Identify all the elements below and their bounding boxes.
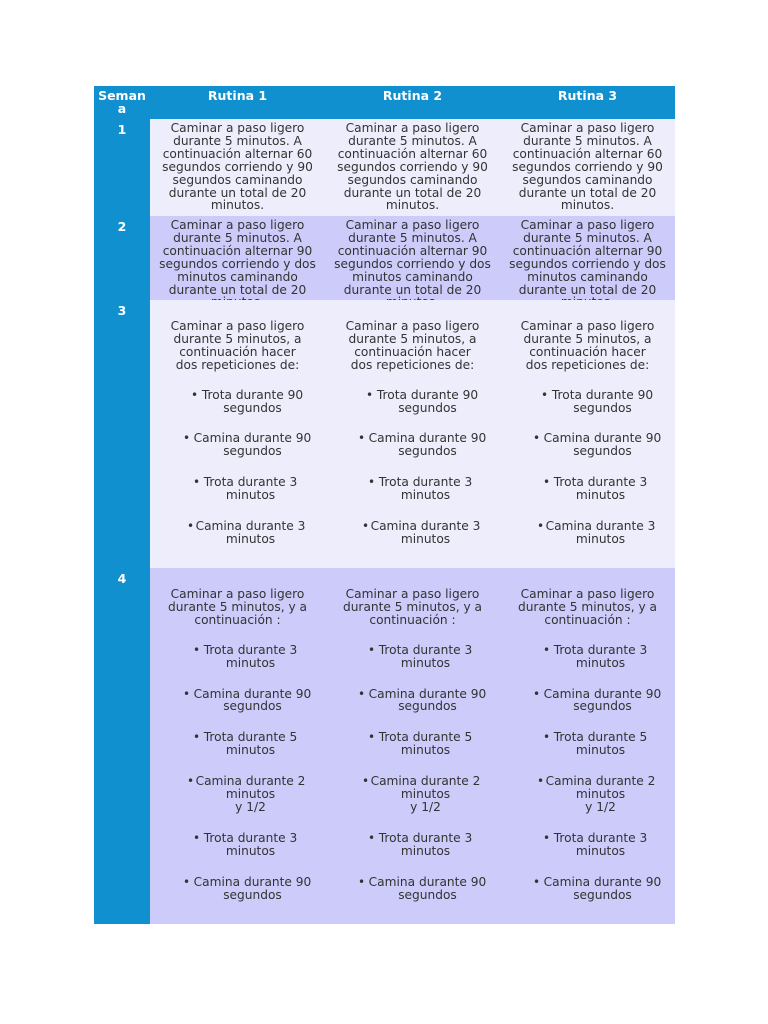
list-item: • Trota durante 5 minutos bbox=[543, 730, 648, 758]
week-number: 3 bbox=[94, 300, 150, 568]
header-rutina-3: Rutina 3 bbox=[557, 88, 618, 103]
list-item: • Trota durante 3 minutos bbox=[368, 642, 473, 670]
cell-week1-rutina3 bbox=[500, 119, 675, 216]
cell-text: Caminar a paso ligero durante 5 minutos. A continuación alternar 60 segundos corriendo y 90 segundos caminando durante un total de 20 minutos. bbox=[512, 121, 663, 213]
cell-intro: Caminar a paso ligero durante 5 minutos, y a continuación : bbox=[167, 587, 308, 627]
list-item: • Trota durante 90 segundos bbox=[191, 387, 304, 415]
header-rutina-1: Rutina 1 bbox=[207, 88, 268, 103]
list-item: • Trota durante 3 minutos bbox=[543, 475, 648, 503]
cell-week4-rutina2 bbox=[325, 568, 500, 924]
list-item: • Camina durante 90 segundos bbox=[358, 686, 487, 714]
list-item: • Trota durante 5 minutos bbox=[368, 730, 473, 758]
table-row-week-1 bbox=[94, 119, 675, 216]
list-item: • Trota durante 3 minutos bbox=[368, 830, 473, 858]
cell-week1-rutina2 bbox=[325, 119, 500, 216]
cell-intro: Caminar a paso ligero durante 5 minutos, a continuación hacer dos repeticiones de: bbox=[345, 319, 480, 372]
exercise-list bbox=[503, 644, 672, 902]
exercise-list bbox=[328, 389, 497, 546]
week-number: 1 bbox=[94, 119, 150, 216]
cell-week2-rutina2 bbox=[325, 216, 500, 300]
list-item: • Trota durante 3 minutos bbox=[193, 642, 298, 670]
cell-week3-rutina1 bbox=[150, 300, 325, 568]
cell-week3-rutina3 bbox=[500, 300, 675, 568]
list-item: • Trota durante 3 minutos bbox=[193, 830, 298, 858]
list-item: • Camina durante 90 segundos bbox=[183, 431, 312, 459]
list-item: • Trota durante 3 minutos bbox=[368, 475, 473, 503]
cell-week2-rutina1 bbox=[150, 216, 325, 300]
list-item: • Camina durante 3 minutos bbox=[362, 519, 481, 546]
table-row-week-4 bbox=[94, 568, 675, 924]
week-number: 4 bbox=[94, 568, 150, 924]
cell-week4-rutina3 bbox=[500, 568, 675, 924]
cell-text: Caminar a paso ligero durante 5 minutos. A continuación alternar 60 segundos corriendo y 90 segundos caminando durante un total de 20 minutos. bbox=[162, 121, 313, 213]
list-item: • Camina durante 2 minutos y 1/2 bbox=[187, 774, 306, 814]
cell-intro: Caminar a paso ligero durante 5 minutos, a continuación hacer dos repeticiones de: bbox=[520, 319, 655, 372]
list-item: • Trota durante 90 segundos bbox=[366, 387, 479, 415]
list-item: • Camina durante 90 segundos bbox=[533, 686, 662, 714]
list-item: • Trota durante 90 segundos bbox=[541, 387, 654, 415]
list-item: • Trota durante 3 minutos bbox=[543, 642, 648, 670]
list-item: • Camina durante 90 segundos bbox=[533, 874, 662, 902]
list-item: • Camina durante 90 segundos bbox=[358, 431, 487, 459]
cell-week3-rutina2 bbox=[325, 300, 500, 568]
cell-intro: Caminar a paso ligero durante 5 minutos, a continuación hacer dos repeticiones de: bbox=[170, 319, 305, 372]
routine-table bbox=[94, 86, 675, 924]
cell-week1-rutina1 bbox=[150, 119, 325, 216]
exercise-list bbox=[328, 644, 497, 902]
list-item: • Trota durante 5 minutos bbox=[193, 730, 298, 758]
list-item: • Trota durante 3 minutos bbox=[193, 475, 298, 503]
list-item: • Camina durante 90 segundos bbox=[183, 874, 312, 902]
list-item: • Trota durante 3 minutos bbox=[543, 830, 648, 858]
list-item: • Camina durante 2 minutos y 1/2 bbox=[537, 774, 656, 814]
list-item: • Camina durante 2 minutos y 1/2 bbox=[362, 774, 481, 814]
list-item: • Camina durante 90 segundos bbox=[183, 686, 312, 714]
cell-text: Caminar a paso ligero durante 5 minutos. A continuación alternar 90 segundos corriendo y dos minutos caminando durante un total de 20 bbox=[159, 218, 316, 297]
list-item: • Camina durante 90 segundos bbox=[533, 431, 662, 459]
week-number: 2 bbox=[94, 216, 150, 300]
list-item: • Camina durante 90 segundos bbox=[358, 874, 487, 902]
cell-week4-rutina1 bbox=[150, 568, 325, 924]
header-week: Seman a bbox=[98, 88, 146, 116]
cell-text: Caminar a paso ligero durante 5 minutos. A continuación alternar 60 segundos corriendo y 90 segundos caminando durante un total de 20 minutos. bbox=[337, 121, 488, 213]
header-rutina-2: Rutina 2 bbox=[382, 88, 443, 103]
exercise-list bbox=[153, 644, 322, 902]
list-item: • Camina durante 3 minutos bbox=[537, 519, 656, 546]
exercise-list bbox=[153, 389, 322, 546]
cell-intro: Caminar a paso ligero durante 5 minutos, y a continuación : bbox=[342, 587, 483, 627]
cell-intro: Caminar a paso ligero durante 5 minutos, y a continuación : bbox=[517, 587, 658, 627]
cell-text: Caminar a paso ligero durante 5 minutos. A continuación alternar 90 segundos corriendo y dos minutos caminando durante un total de 20 bbox=[509, 218, 666, 297]
cell-week2-rutina3 bbox=[500, 216, 675, 300]
table-row-week-2 bbox=[94, 216, 675, 300]
table-row-week-3 bbox=[94, 300, 675, 568]
list-item: • Camina durante 3 minutos bbox=[187, 519, 306, 546]
cell-text: Caminar a paso ligero durante 5 minutos. A continuación alternar 90 segundos corriendo y dos minutos caminando durante un total de 20 bbox=[334, 218, 491, 297]
exercise-list bbox=[503, 389, 672, 546]
table-header bbox=[94, 86, 675, 119]
